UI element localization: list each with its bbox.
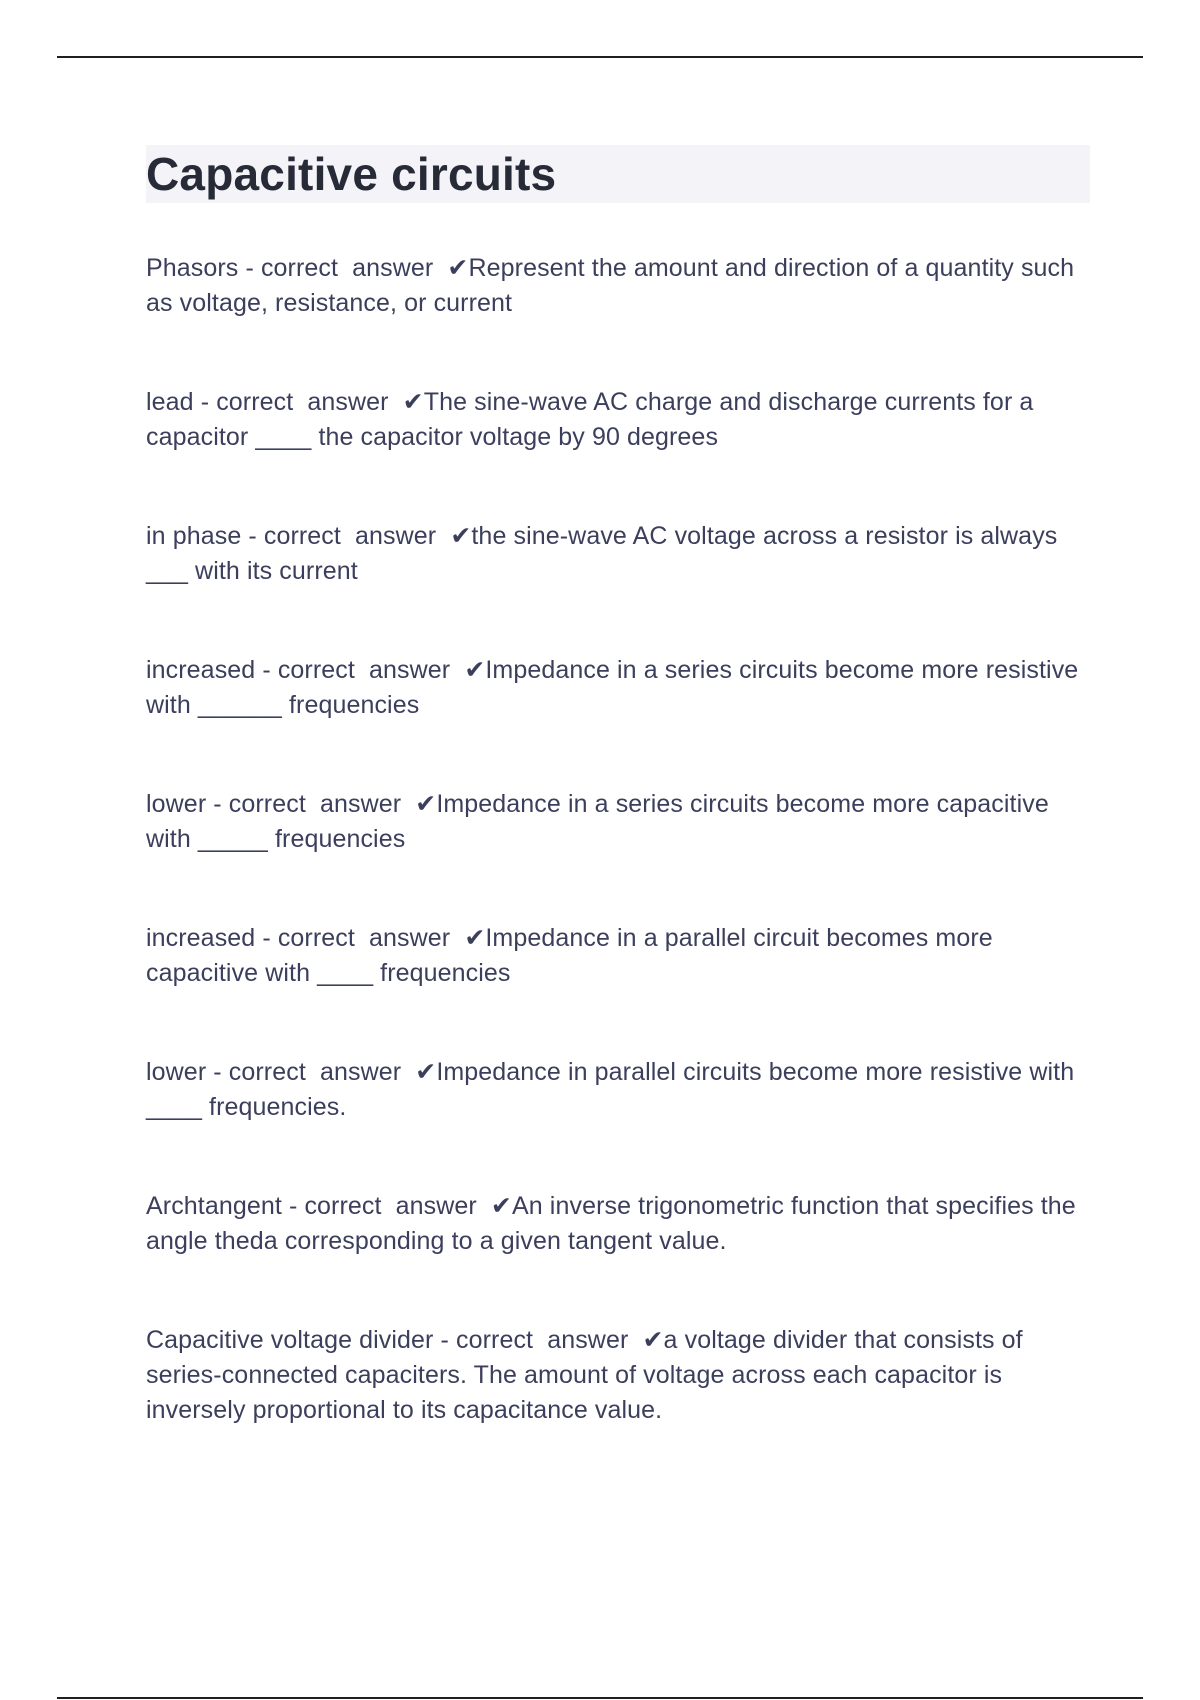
entry-definition: The sine-wave AC charge and discharge currents for a capacitor ____ the capacitor voltage by 90 degrees	[146, 388, 1041, 451]
checkmark-icon: ✔	[450, 522, 472, 550]
entry-term: Archtangent	[146, 1192, 282, 1220]
entry-definition: An inverse trigonometric function that specifies the angle theda corresponding to a given tangent value.	[146, 1192, 1083, 1255]
checkmark-icon: ✔	[415, 1058, 437, 1086]
page-content	[146, 145, 1090, 1492]
entry-separator: - correct answer	[241, 522, 451, 550]
flashcard-entry	[146, 653, 1090, 723]
entry-definition: Impedance in a series circuits become more resistive with ______ frequencies	[146, 656, 1086, 719]
entry-separator: - correct answer	[238, 254, 448, 282]
entry-term: lower	[146, 1058, 207, 1086]
entry-separator: - correct answer	[255, 656, 465, 684]
entry-term: Capacitive voltage divider	[146, 1326, 434, 1354]
entry-separator: - correct answer	[193, 388, 403, 416]
flashcard-entry	[146, 1055, 1090, 1125]
entry-definition: Impedance in a series circuits become more capacitive with _____ frequencies	[146, 790, 1056, 853]
checkmark-icon: ✔	[464, 656, 486, 684]
flashcard-entry	[146, 787, 1090, 857]
entry-separator: - correct answer	[206, 790, 416, 818]
entry-definition: Impedance in a parallel circuit becomes more capacitive with ____ frequencies	[146, 924, 1000, 987]
entry-separator: - correct answer	[281, 1192, 491, 1220]
entry-term: lower	[146, 790, 207, 818]
entry-term: increased	[146, 924, 256, 952]
checkmark-icon: ✔	[447, 254, 469, 282]
entry-definition: Represent the amount and direction of a quantity such as voltage, resistance, or current	[146, 254, 1082, 317]
checkmark-icon: ✔	[415, 790, 437, 818]
flashcard-entry	[146, 1189, 1090, 1259]
flashcard-entry	[146, 1323, 1090, 1428]
checkmark-icon: ✔	[490, 1192, 512, 1220]
bottom-rule	[57, 1697, 1143, 1699]
flashcard-entry	[146, 251, 1090, 321]
entry-term: in phase	[146, 522, 242, 550]
entry-definition: Impedance in parallel circuits become more resistive with ____ frequencies.	[146, 1058, 1082, 1121]
entry-definition: the sine-wave AC voltage across a resistor is always ___ with its current	[146, 522, 1065, 585]
checkmark-icon: ✔	[402, 388, 424, 416]
entry-term: lead	[146, 388, 194, 416]
top-rule	[57, 56, 1143, 58]
checkmark-icon: ✔	[464, 924, 486, 952]
flashcard-entry	[146, 385, 1090, 455]
checkmark-icon: ✔	[642, 1326, 664, 1354]
entry-separator: - correct answer	[255, 924, 465, 952]
flashcard-entry	[146, 921, 1090, 991]
entry-term: Phasors	[146, 254, 239, 282]
entry-term: increased	[146, 656, 256, 684]
entry-separator: - correct answer	[433, 1326, 643, 1354]
entry-definition: a voltage divider that consists of series-connected capaciters. The amount of voltage across each capacitor is inversely proportional to its capacitance value.	[146, 1326, 1030, 1424]
flashcard-entry	[146, 519, 1090, 589]
page-title: Capacitive circuits	[146, 148, 557, 200]
flashcard-list	[146, 251, 1090, 1428]
title-bar	[146, 145, 1090, 203]
entry-separator: - correct answer	[206, 1058, 416, 1086]
